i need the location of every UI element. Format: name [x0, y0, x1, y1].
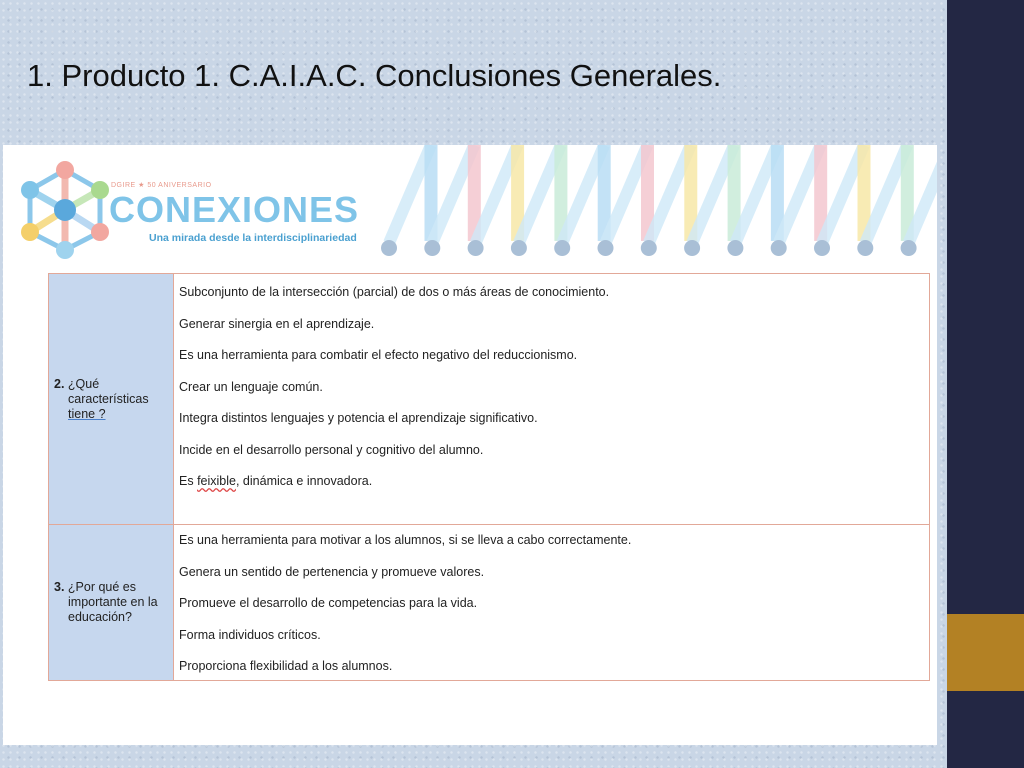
- stripe-dot: [901, 240, 917, 256]
- stripe-dot: [641, 240, 657, 256]
- list-item: [179, 474, 929, 489]
- answer-text: Es: [179, 474, 198, 488]
- list-item: Proporciona flexibilidad a los alumnos.: [179, 659, 393, 673]
- brand-header: [3, 145, 937, 270]
- slide-title: 1. Producto 1. C.A.I.A.C. Conclusiones Generales.: [27, 58, 722, 93]
- table-row: [49, 525, 930, 681]
- stripe-dot: [424, 240, 440, 256]
- conexiones-logo-icon: [18, 160, 113, 260]
- list-item: Forma individuos críticos.: [179, 627, 321, 642]
- question-text: importante en la: [68, 595, 158, 609]
- list-item: Crear un lenguaje común.: [179, 379, 323, 394]
- stripe-dot: [684, 240, 700, 256]
- question-text: educación?: [68, 610, 132, 624]
- list-item: Promueve el desarrollo de competencias para la vida.: [179, 596, 478, 610]
- brand-name: CONEXIONES: [109, 189, 360, 230]
- answer-list: [174, 525, 929, 680]
- stripe-dot: [771, 240, 787, 256]
- question-text: tiene ?: [68, 406, 106, 421]
- table-row: [49, 274, 930, 525]
- question-text: ¿Qué: [67, 376, 100, 391]
- stripe-dot: [857, 240, 873, 256]
- question-number: 2.: [54, 376, 65, 391]
- stripe-dot: [727, 240, 743, 256]
- question-number: 3.: [54, 580, 65, 594]
- stripe-dot: [598, 240, 614, 256]
- brand-tagline: Una mirada desde la interdisciplinariedad: [149, 232, 357, 244]
- stripe-dot: [814, 240, 830, 256]
- stripe-dot: [468, 240, 484, 256]
- content-panel: [3, 145, 937, 745]
- question-cell: [49, 274, 174, 525]
- list-item: Es una herramienta para motivar a los alumnos, si se lleva a cabo correctamente.: [179, 533, 632, 547]
- list-item: Subconjunto de la intersección (parcial) de dos o más áreas de conocimiento.: [179, 285, 610, 299]
- answer-list: [174, 275, 929, 523]
- answer-cell: [174, 274, 930, 525]
- stripe-dot: [554, 240, 570, 256]
- question-text: ¿Por qué es: [67, 580, 137, 594]
- list-item: Integra distintos lenguajes y potencia el aprendizaje significativo.: [179, 411, 538, 425]
- list-item: Es una herramienta para combatir el efecto negativo del reduccionismo.: [179, 348, 578, 362]
- right-gold-accent: [947, 614, 1024, 691]
- stripe-dot: [381, 240, 397, 256]
- decorative-stripes: [373, 145, 937, 263]
- question-cell: [49, 525, 174, 681]
- qa-table: [48, 273, 930, 681]
- answer-text: , dinámica e innovadora.: [235, 474, 373, 488]
- brand-subtitle: DGIRE ★ 50 ANIVERSARIO: [111, 182, 212, 189]
- list-item: Generar sinergia en el aprendizaje.: [179, 316, 375, 331]
- spellcheck-flagged-word: feixible: [197, 474, 236, 488]
- question-text: características: [68, 391, 149, 406]
- list-item: Genera un sentido de pertenencia y promueve valores.: [179, 564, 485, 579]
- stripe-dot: [511, 240, 527, 256]
- answer-cell: [174, 525, 930, 681]
- list-item: Incide en el desarrollo personal y cognitivo del alumno.: [179, 442, 484, 457]
